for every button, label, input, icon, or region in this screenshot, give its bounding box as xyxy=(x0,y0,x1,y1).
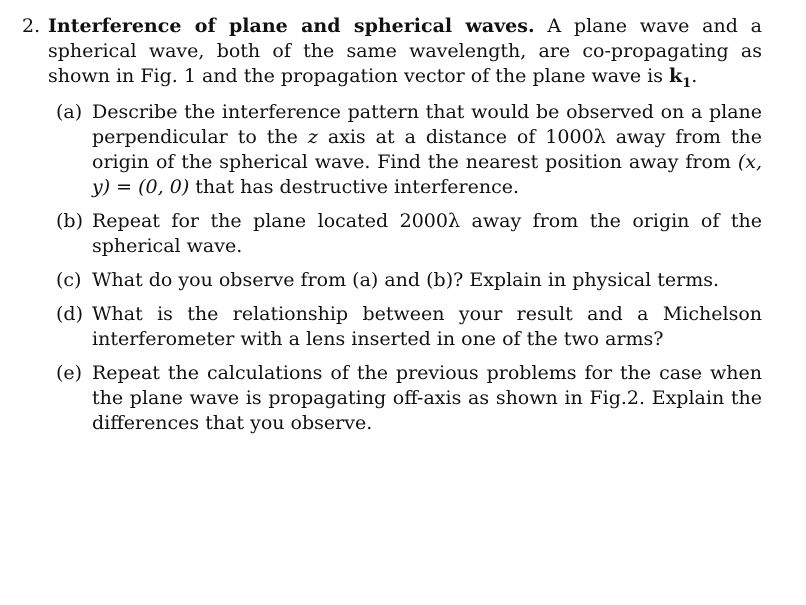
problem-header xyxy=(22,14,762,89)
part-label: (d) xyxy=(56,303,83,325)
part-text: Repeat the calculations of the previous problems for the case when the plane wave is propagating off-axis as shown in Fig.2. Explain the differences that you observe. xyxy=(92,362,762,434)
problem-title: Interference of plane and spherical waves. xyxy=(48,15,535,37)
part-a xyxy=(56,100,762,200)
part-a-text-3: that has destructive interference. xyxy=(195,176,520,198)
part-label: (c) xyxy=(56,269,82,291)
problem-number: 2. xyxy=(22,15,41,37)
z-symbol: z xyxy=(307,126,318,148)
part-text: Repeat for the plane located 2000λ away from the origin of the spherical wave. xyxy=(92,210,762,257)
part-label: (e) xyxy=(56,362,83,384)
problem-parts xyxy=(22,100,762,436)
wave-vector-symbol xyxy=(669,65,692,91)
problem-2 xyxy=(22,14,762,445)
part-text xyxy=(92,100,762,200)
part-d xyxy=(56,302,762,352)
part-b xyxy=(56,209,762,259)
problem-intro-end: . xyxy=(691,65,698,87)
part-text: What is the relationship between your result and a Michelson interferometer with a lens inserted in one of the two arms? xyxy=(92,303,762,350)
part-a-text-2: axis at a distance of 1000λ away from the origin of the spherical wave. Find the nearest position away from xyxy=(92,126,762,173)
problem-statement xyxy=(48,14,762,89)
part-c xyxy=(56,268,762,293)
part-e xyxy=(56,361,762,436)
part-label: (b) xyxy=(56,210,83,232)
wave-vector-subscript: 1 xyxy=(682,75,692,91)
part-a-text-1: Describe the interference pattern that would be observed on a plane perpendicular to the xyxy=(92,101,762,148)
problem-intro: A plane wave and a spherical wave, both of the same wavelength, are co-propagating as shown in Fig. 1 and the propagation vector of the plane wave is xyxy=(48,15,762,87)
part-text: What do you observe from (a) and (b)? Explain in physical terms. xyxy=(92,269,720,291)
wave-vector-letter: k xyxy=(669,65,683,87)
xy-origin-math: (x, y) = (0, 0) xyxy=(92,151,762,198)
part-label: (a) xyxy=(56,101,83,123)
